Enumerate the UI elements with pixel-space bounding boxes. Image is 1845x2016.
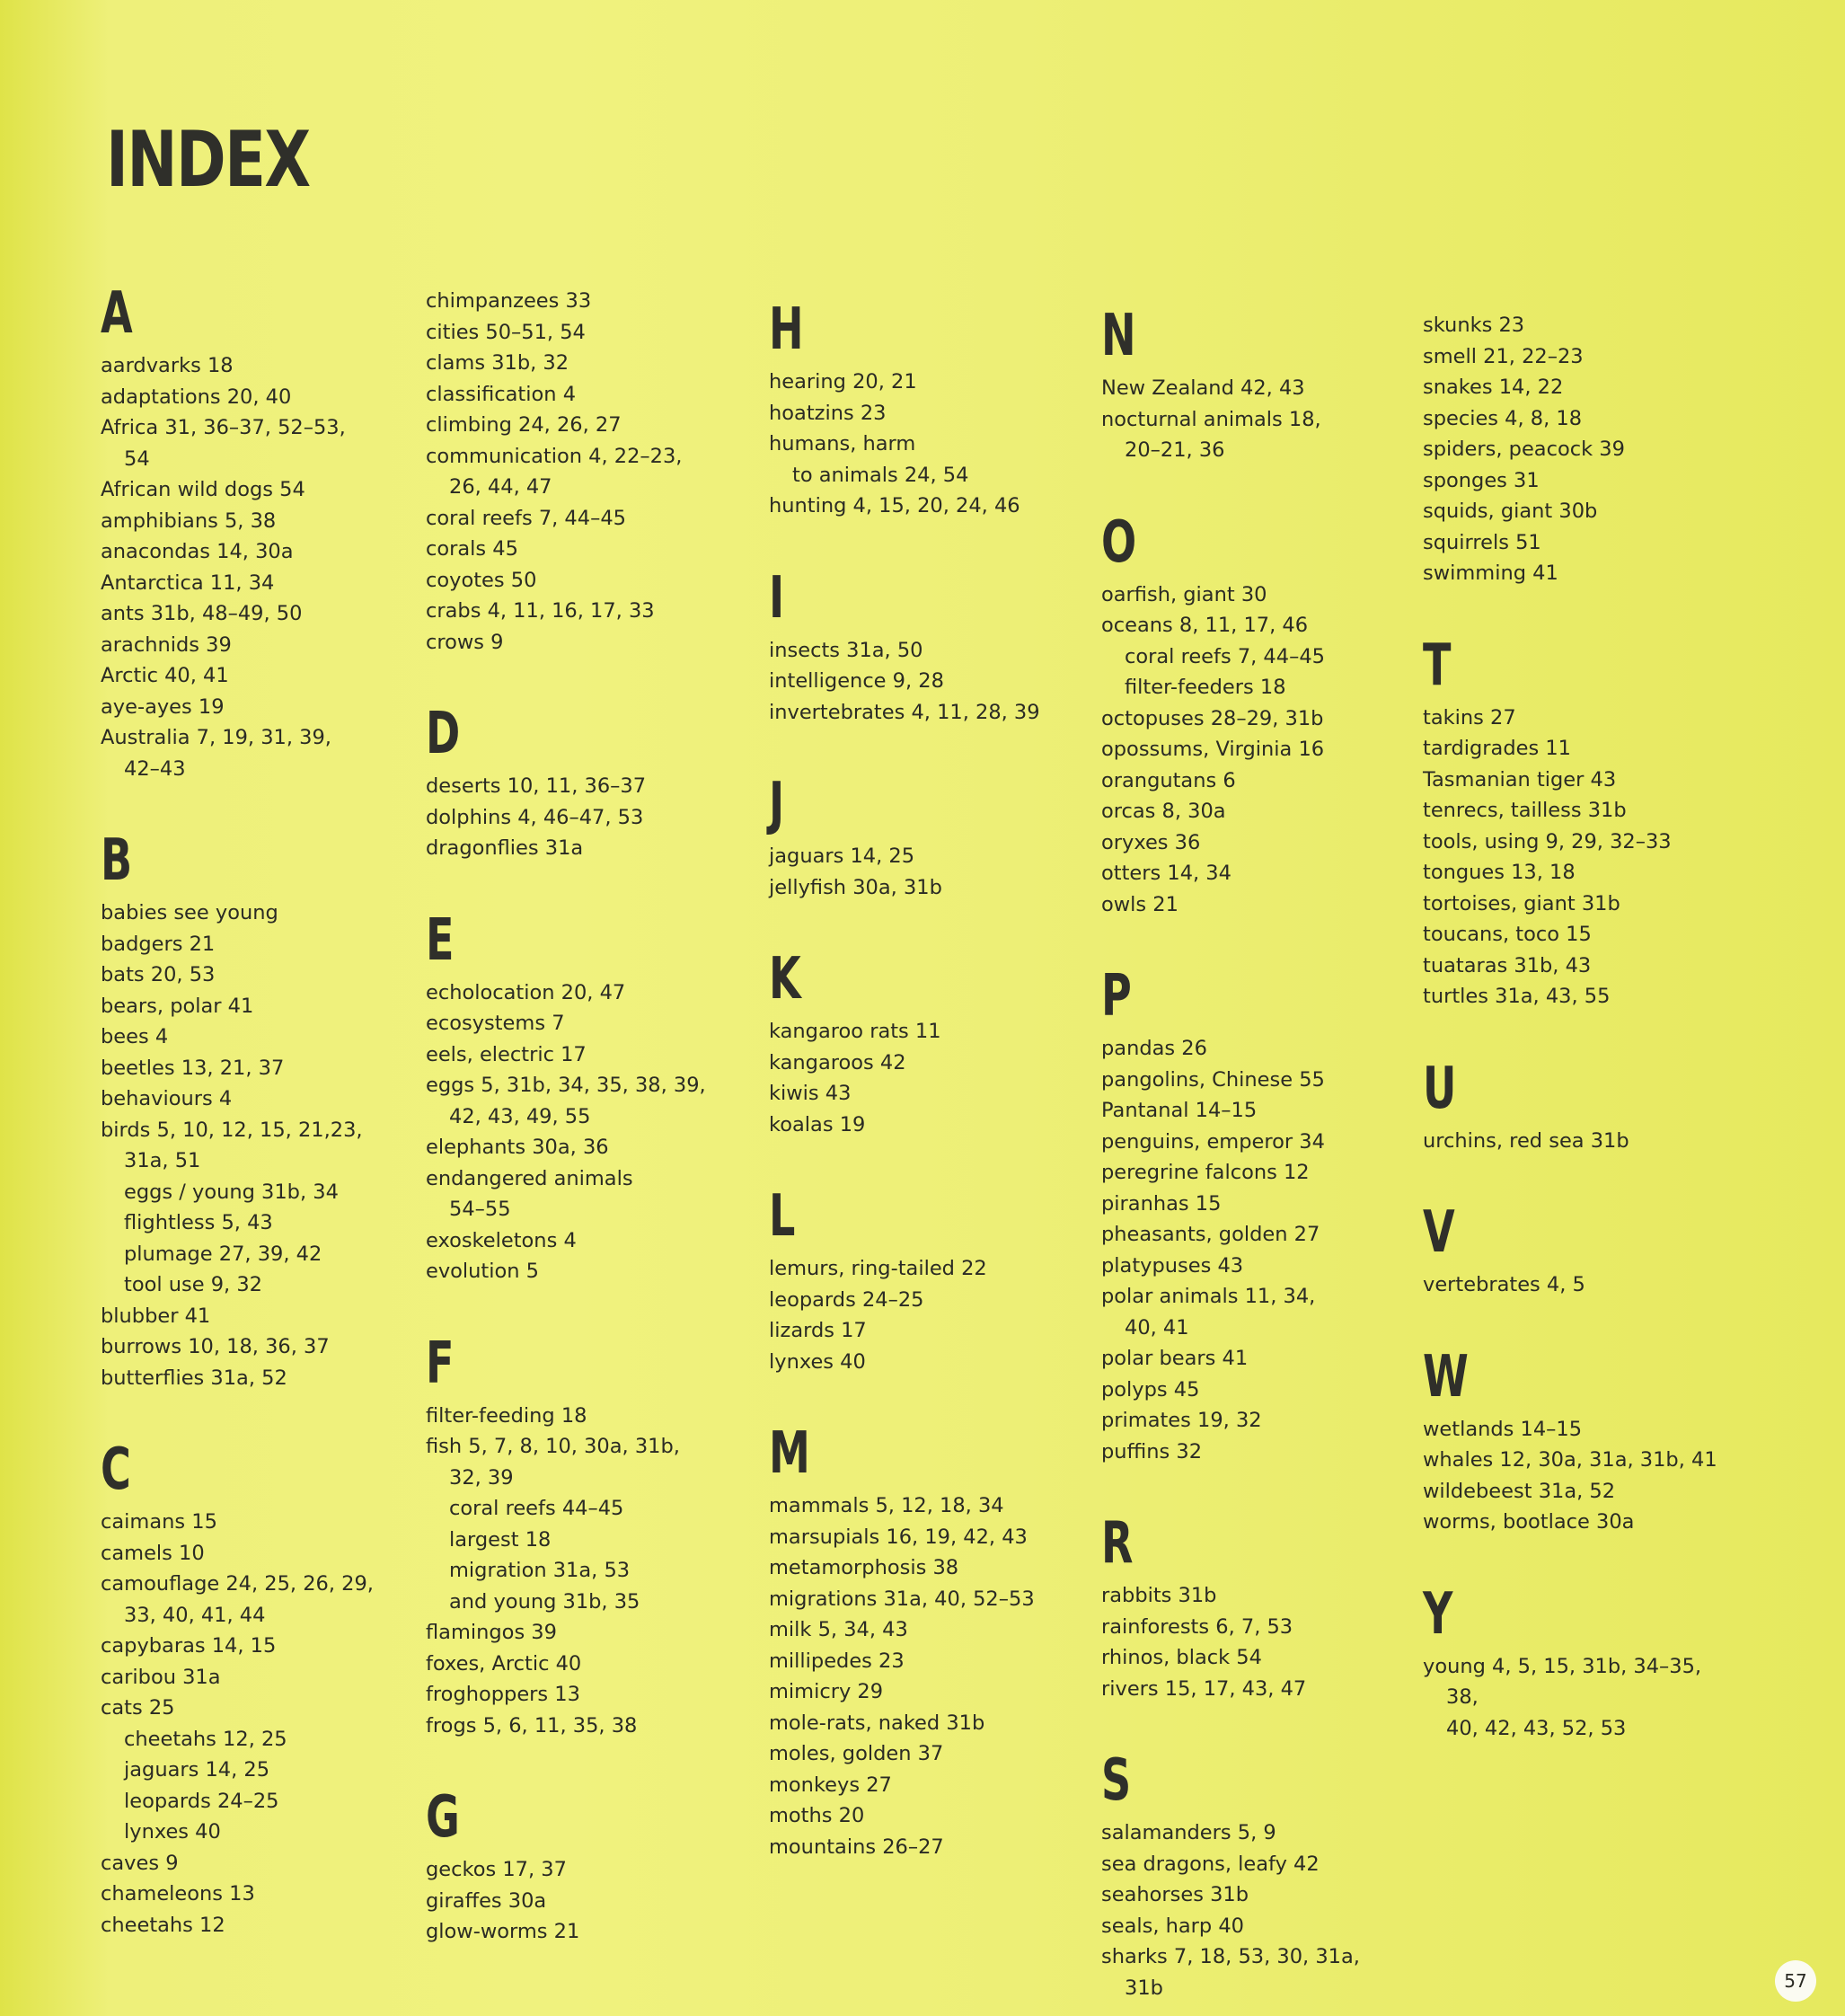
index-entry: blubber 41 <box>101 1304 211 1328</box>
section-letter: N <box>1101 303 1136 369</box>
section-letter: O <box>1101 508 1137 576</box>
index-entry: capybaras 14, 15 <box>101 1634 277 1658</box>
index-subentry: migration 31a, 53 <box>449 1559 631 1582</box>
index-entry-continuation: 40, 42, 43, 52, 53 <box>1446 1716 1627 1740</box>
index-entry: invertebrates 4, 11, 28, 39 <box>769 700 1040 724</box>
index-entry: spiders, peacock 39 <box>1423 438 1625 461</box>
index-entry: worms, bootlace 30a <box>1423 1510 1635 1534</box>
index-entry: fish 5, 7, 8, 10, 30a, 31b, <box>426 1435 680 1458</box>
index-entry: primates 19, 32 <box>1101 1409 1262 1432</box>
index-entry: echolocation 20, 47 <box>426 980 626 1004</box>
index-entry: coral reefs 7, 44–45 <box>426 506 626 530</box>
index-entry: jaguars 14, 25 <box>769 844 915 868</box>
section-letter: L <box>769 1183 796 1250</box>
section-letter: S <box>1101 1747 1132 1814</box>
index-subentry: to animals 24, 54 <box>792 463 969 487</box>
index-entry: pangolins, Chinese 55 <box>1101 1067 1325 1092</box>
index-column-3 <box>769 296 1092 1862</box>
index-entry: tools, using 9, 29, 32–33 <box>1423 829 1672 853</box>
index-entry: cheetahs 12 <box>101 1913 225 1937</box>
index-entry: mimicry 29 <box>769 1680 884 1703</box>
index-entry-continuation: 54–55 <box>449 1198 511 1221</box>
section-letter: C <box>101 1437 131 1503</box>
index-entry: cities 50–51, 54 <box>426 320 586 344</box>
index-entry: butterflies 31a, 52 <box>101 1366 287 1390</box>
index-entry: insects 31a, 50 <box>769 638 923 662</box>
index-entry: smell 21, 22–23 <box>1423 344 1584 368</box>
index-entry: kangaroos 42 <box>769 1050 906 1074</box>
index-entry: owls 21 <box>1101 892 1179 916</box>
section-letter: E <box>426 906 455 974</box>
index-entry: humans, harm <box>769 432 916 455</box>
index-entry: metamorphosis 38 <box>769 1556 959 1579</box>
index-entry: Tasmanian tiger 43 <box>1423 767 1617 791</box>
index-entry-continuation: 42, 43, 49, 55 <box>449 1104 591 1128</box>
index-entry: polyps 45 <box>1101 1377 1200 1401</box>
index-subentry: eggs / young 31b, 34 <box>124 1180 339 1204</box>
index-entry: turtles 31a, 43, 55 <box>1423 985 1611 1008</box>
index-entry: filter-feeding 18 <box>426 1403 587 1428</box>
index-entry: leopards 24–25 <box>769 1287 924 1312</box>
index-entry: moles, golden 37 <box>769 1742 944 1765</box>
index-entry: corals 45 <box>426 537 518 561</box>
index-entry: rabbits 31b <box>1101 1584 1217 1607</box>
index-entry: foxes, Arctic 40 <box>426 1651 582 1676</box>
index-entry: vertebrates 4, 5 <box>1423 1273 1585 1296</box>
section-letter: I <box>769 564 785 632</box>
index-column-4 <box>1101 303 1425 2003</box>
index-entry: mammals 5, 12, 18, 34 <box>769 1494 1004 1517</box>
index-entry: bats 20, 53 <box>101 963 216 986</box>
index-entry: millipedes 23 <box>769 1649 905 1673</box>
index-entry: adaptations 20, 40 <box>101 385 292 409</box>
index-entry: African wild dogs 54 <box>101 478 305 501</box>
index-entry: amphibians 5, 38 <box>101 508 277 533</box>
index-entry: species 4, 8, 18 <box>1423 406 1583 430</box>
section-letter: Y <box>1423 1580 1453 1648</box>
index-subentry: jaguars 14, 25 <box>124 1758 270 1782</box>
index-entry: geckos 17, 37 <box>426 1858 567 1881</box>
index-entry: communication 4, 22–23, <box>426 444 683 468</box>
index-entry: swimming 41 <box>1423 561 1558 585</box>
index-subentry: coral reefs 44–45 <box>449 1497 624 1520</box>
index-subentry: and young 31b, 35 <box>449 1589 640 1614</box>
index-entry: intelligence 9, 28 <box>769 669 944 693</box>
section-letter: J <box>769 771 785 837</box>
page-number: 57 <box>1775 1960 1816 2002</box>
index-entry: puffins 32 <box>1101 1439 1203 1463</box>
index-entry: jellyfish 30a, 31b <box>769 875 942 899</box>
index-entry: oryxes 36 <box>1101 830 1201 854</box>
index-entry: eels, electric 17 <box>426 1042 587 1066</box>
index-entry: burrows 10, 18, 36, 37 <box>101 1335 330 1358</box>
section-letter: B <box>101 827 133 894</box>
index-entry: crabs 4, 11, 16, 17, 33 <box>426 599 655 623</box>
index-entry: rainforests 6, 7, 53 <box>1101 1614 1293 1639</box>
index-entry: toucans, toco 15 <box>1423 923 1592 946</box>
index-entry: hearing 20, 21 <box>769 370 917 393</box>
index-entry: dolphins 4, 46–47, 53 <box>426 805 644 829</box>
index-entry: Antarctica 11, 34 <box>101 570 275 595</box>
index-entry: tortoises, giant 31b <box>1423 891 1620 915</box>
index-entry: tardigrades 11 <box>1423 737 1571 760</box>
index-entry: sponges 31 <box>1423 468 1540 492</box>
index-entry: Arctic 40, 41 <box>101 664 229 687</box>
index-entry-continuation: 33, 40, 41, 44 <box>124 1603 266 1627</box>
index-entry: caimans 15 <box>101 1510 217 1534</box>
index-entry-continuation: 38, <box>1446 1685 1479 1709</box>
index-entry: seahorses 31b <box>1101 1883 1249 1906</box>
index-subentry: flightless 5, 43 <box>124 1211 273 1234</box>
section-letter: D <box>426 701 461 767</box>
index-entry-continuation: 54 <box>124 447 150 471</box>
index-entry: Africa 31, 36–37, 52–53, <box>101 416 346 439</box>
index-entry: flamingos 39 <box>426 1621 557 1644</box>
index-entry: piranhas 15 <box>1101 1191 1222 1216</box>
index-entry: oarfish, giant 30 <box>1101 582 1267 606</box>
index-entry: frogs 5, 6, 11, 35, 38 <box>426 1713 638 1737</box>
index-entry: caribou 31a <box>101 1665 221 1689</box>
index-entry: babies see young <box>101 901 278 924</box>
index-entry: elephants 30a, 36 <box>426 1136 609 1159</box>
index-entry: lemurs, ring-tailed 22 <box>769 1257 987 1280</box>
index-entry: tongues 13, 18 <box>1423 861 1576 884</box>
index-entry: birds 5, 10, 12, 15, 21,23, <box>101 1118 363 1142</box>
section-letter: F <box>426 1330 455 1397</box>
index-entry: orcas 8, 30a <box>1101 800 1226 823</box>
index-entry: evolution 5 <box>426 1260 540 1283</box>
index-entry: snakes 14, 22 <box>1423 376 1564 399</box>
index-entry-continuation: 32, 39 <box>449 1465 514 1490</box>
index-subentry: coral reefs 7, 44–45 <box>1125 644 1325 668</box>
index-entry: lynxes 40 <box>769 1349 866 1374</box>
index-entry: rhinos, black 54 <box>1101 1646 1262 1669</box>
index-entry: hoatzins 23 <box>769 401 887 425</box>
index-entry: glow-worms 21 <box>426 1920 580 1943</box>
index-entry: migrations 31a, 40, 52–53 <box>769 1587 1035 1611</box>
index-column-5 <box>1423 310 1746 1744</box>
section-letter: P <box>1101 963 1132 1030</box>
index-entry: giraffes 30a <box>426 1888 547 1913</box>
index-entry: oceans 8, 11, 17, 46 <box>1101 614 1309 637</box>
index-entry-continuation: 26, 44, 47 <box>449 475 552 499</box>
index-entry: arachnids 39 <box>101 632 232 657</box>
index-entry: cats 25 <box>101 1696 175 1720</box>
page-title: INDEX <box>106 115 310 205</box>
index-entry: dragonflies 31a <box>426 836 584 860</box>
index-entry: takins 27 <box>1423 705 1516 729</box>
index-entry: classification 4 <box>426 382 577 406</box>
index-entry-continuation: 31a, 51 <box>124 1149 201 1172</box>
index-entry: opossums, Virginia 16 <box>1101 738 1325 761</box>
index-entry: camels 10 <box>101 1541 205 1565</box>
section-letter: G <box>426 1784 460 1851</box>
index-entry: young 4, 5, 15, 31b, 34–35, <box>1423 1654 1702 1678</box>
index-entry: crows 9 <box>426 630 504 654</box>
index-entry: mountains 26–27 <box>769 1835 944 1859</box>
index-entry: monkeys 27 <box>769 1773 892 1797</box>
index-entry: squirrels 51 <box>1423 530 1541 554</box>
index-subentry: lynxes 40 <box>124 1820 221 1844</box>
index-entry: skunks 23 <box>1423 314 1525 337</box>
index-column-1 <box>101 280 424 1941</box>
index-subentry: filter-feeders 18 <box>1125 676 1286 699</box>
index-entry: badgers 21 <box>101 932 216 956</box>
index-entry: aardvarks 18 <box>101 354 234 377</box>
index-entry: milk 5, 34, 43 <box>769 1618 908 1641</box>
index-entry: aye-ayes 19 <box>101 694 225 719</box>
index-entry: ants 31b, 48–49, 50 <box>101 602 303 625</box>
index-entry: polar animals 11, 34, <box>1101 1285 1316 1308</box>
index-entry: marsupials 16, 19, 42, 43 <box>769 1525 1028 1549</box>
index-entry: moths 20 <box>769 1804 865 1827</box>
index-entry: whales 12, 30a, 31a, 31b, 41 <box>1423 1448 1717 1472</box>
section-letter: U <box>1423 1055 1457 1122</box>
index-entry: wildebeest 31a, 52 <box>1423 1479 1616 1503</box>
index-entry: eggs 5, 31b, 34, 35, 38, 39, <box>426 1074 706 1097</box>
index-entry: mole-rats, naked 31b <box>769 1711 985 1735</box>
index-entry: sharks 7, 18, 53, 30, 31a, <box>1101 1945 1360 1968</box>
index-subentry: plumage 27, 39, 42 <box>124 1242 322 1266</box>
index-entry: octopuses 28–29, 31b <box>1101 706 1324 730</box>
index-entry: otters 14, 34 <box>1101 862 1231 885</box>
index-entry: koalas 19 <box>769 1112 866 1136</box>
index-entry: bears, polar 41 <box>101 994 254 1018</box>
index-entry: deserts 10, 11, 36–37 <box>426 774 647 798</box>
section-letter: M <box>769 1420 810 1487</box>
index-entry: Australia 7, 19, 31, 39, <box>101 726 331 749</box>
index-entry: climbing 24, 26, 27 <box>426 413 622 437</box>
section-letter: K <box>769 946 801 1012</box>
index-entry: clams 31b, 32 <box>426 351 569 375</box>
index-entry: pandas 26 <box>1101 1037 1207 1060</box>
index-entry-continuation: 20–21, 36 <box>1125 438 1225 462</box>
index-entry: kiwis 43 <box>769 1082 852 1105</box>
index-entry-continuation: 42–43 <box>124 756 186 781</box>
index-entry: orangutans 6 <box>1101 768 1236 792</box>
index-entry: lizards 17 <box>769 1319 867 1342</box>
index-entry: salamanders 5, 9 <box>1101 1821 1276 1844</box>
index-entry: ecosystems 7 <box>426 1012 565 1035</box>
index-entry: endangered animals <box>426 1166 633 1190</box>
section-letter: A <box>101 280 133 347</box>
index-entry: penguins, emperor 34 <box>1101 1129 1325 1154</box>
index-entry: urchins, red sea 31b <box>1423 1128 1629 1153</box>
section-letter: V <box>1423 1199 1455 1266</box>
index-entry: peregrine falcons 12 <box>1101 1161 1310 1184</box>
index-entry-continuation: 40, 41 <box>1125 1315 1189 1340</box>
index-entry: camouflage 24, 25, 26, 29, <box>101 1572 374 1596</box>
index-entry: coyotes 50 <box>426 568 537 592</box>
index-entry: wetlands 14–15 <box>1423 1417 1583 1441</box>
section-letter: T <box>1423 632 1452 699</box>
index-entry: beetles 13, 21, 37 <box>101 1056 285 1080</box>
index-entry: anacondas 14, 30a <box>101 540 294 563</box>
index-entry: hunting 4, 15, 20, 24, 46 <box>769 494 1020 517</box>
index-entry: pheasants, golden 27 <box>1101 1223 1320 1246</box>
index-subentry: cheetahs 12, 25 <box>124 1727 287 1751</box>
index-entry: caves 9 <box>101 1851 179 1875</box>
section-letter: R <box>1101 1510 1134 1577</box>
index-entry: chimpanzees 33 <box>426 289 592 313</box>
index-column-2 <box>426 286 749 1948</box>
index-subentry: largest 18 <box>449 1527 552 1552</box>
index-entry: chameleons 13 <box>101 1882 255 1905</box>
index-entry-continuation: 31b <box>1125 1976 1163 2000</box>
index-entry: seals, harp 40 <box>1101 1914 1244 1938</box>
index-entry: tuataras 31b, 43 <box>1423 953 1592 977</box>
section-letter: H <box>769 296 804 363</box>
section-letter: W <box>1423 1343 1469 1410</box>
index-entry: squids, giant 30b <box>1423 500 1598 523</box>
index-entry: rivers 15, 17, 43, 47 <box>1101 1676 1307 1701</box>
index-entry: Pantanal 14–15 <box>1101 1099 1258 1122</box>
index-entry: nocturnal animals 18, <box>1101 407 1321 431</box>
index-entry: froghoppers 13 <box>426 1683 580 1706</box>
index-entry: exoskeletons 4 <box>426 1228 577 1252</box>
index-entry: sea dragons, leafy 42 <box>1101 1852 1320 1876</box>
index-entry: bees 4 <box>101 1025 169 1048</box>
index-entry: platypuses 43 <box>1101 1253 1244 1278</box>
index-entry: behaviours 4 <box>101 1087 233 1110</box>
index-subentry: leopards 24–25 <box>124 1789 279 1813</box>
index-entry: tenrecs, tailless 31b <box>1423 799 1627 822</box>
index-entry: polar bears 41 <box>1101 1347 1249 1370</box>
index-entry: New Zealand 42, 43 <box>1101 376 1305 400</box>
index-entry: kangaroo rats 11 <box>769 1020 941 1043</box>
index-subentry: tool use 9, 32 <box>124 1273 262 1296</box>
